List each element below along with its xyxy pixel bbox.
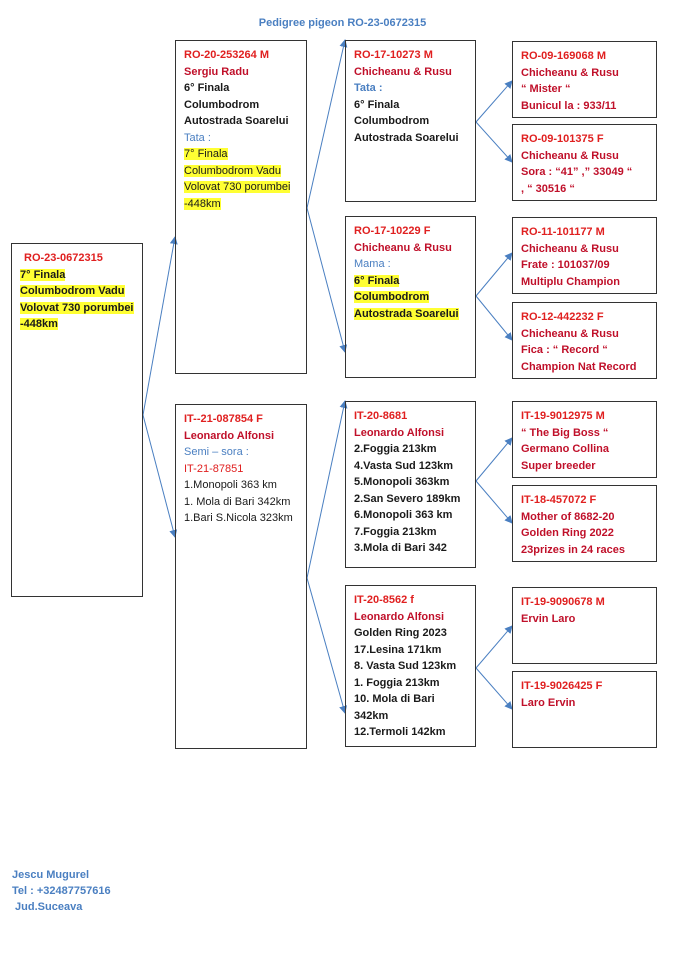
- sire-sire-relation: Tata :: [354, 82, 383, 94]
- g3-2-ring: RO-11-101177 M: [521, 226, 605, 238]
- g3-5-line-1: Mother of 8682-20: [521, 510, 615, 523]
- g3-2-line-1: Chicheanu & Rusu: [521, 242, 619, 255]
- g3-2-line-2: Frate : 101037/09: [521, 259, 610, 271]
- sire-ring: RO-20-253264 M: [184, 49, 269, 61]
- dam-sire-ring: IT-20-8681: [354, 410, 408, 422]
- subject-ring: RO-23-0672315: [24, 252, 103, 264]
- dam-sire-result-4: 6.Monopoli 363 km: [354, 509, 453, 521]
- dam-dam-result-0: Golden Ring 2023: [354, 627, 447, 639]
- dam-sire-result-2: 5.Monopoli 363km: [354, 476, 450, 488]
- arrow-sire-sd: [307, 208, 345, 352]
- g3-7-ring: IT-19-9026425 F: [521, 680, 603, 692]
- sire-sire-owner: Chicheanu & Rusu: [354, 65, 452, 78]
- dam-sire-owner: Leonardo Alfonsi: [354, 426, 445, 439]
- g3-box-5: [512, 485, 657, 562]
- g3-box-6: [512, 587, 657, 664]
- dam-sire-result-5: 7.Foggia 213km: [354, 525, 437, 538]
- g3-5-line-3: 23prizes in 24 races: [521, 543, 625, 556]
- arrow-subject-sire: [143, 237, 175, 415]
- g3-1-ring: RO-09-101375 F: [521, 133, 604, 145]
- g3-7-line-1: Laro Ervin: [521, 696, 576, 709]
- sire-relation: Tata :: [184, 131, 211, 144]
- page-title: Pedigree pigeon RO-23-0672315: [258, 17, 427, 29]
- arrow-ss-1: [476, 81, 512, 122]
- g3-0-ring: RO-09-169068 M: [521, 50, 606, 62]
- dam-sire-result-1: 4.Vasta Sud 123km: [354, 459, 454, 472]
- arrow-ss-2: [476, 122, 512, 162]
- dam-dam-result-5: 12.Termoli 142km: [354, 726, 446, 738]
- dam-relation: Semi – sora :: [184, 446, 249, 458]
- arrow-ds-2: [476, 481, 512, 523]
- dam-sire-result-6: 3.Mola di Bari 342: [354, 542, 447, 554]
- arrow-dd-2: [476, 668, 512, 709]
- g3-1-line-2: Sora : “41” ,” 33049 “: [521, 166, 633, 178]
- arrow-dd-1: [476, 626, 512, 668]
- g3-1-line-3: , “ 30516 “: [521, 182, 575, 195]
- g3-box-1: [512, 124, 657, 201]
- sire-dam-owner: Chicheanu & Rusu: [354, 241, 452, 254]
- g3-box-3: [512, 302, 657, 379]
- dam-box: [175, 404, 307, 749]
- sire-relation-result: 7° Finala Columbodrom Vadu Volovat 730 porumbei -448km: [184, 148, 291, 210]
- g3-box-2: [512, 217, 657, 294]
- footer-region: Jud.Suceava: [12, 901, 83, 913]
- sire-box: [175, 40, 307, 374]
- g3-box-0: [512, 41, 657, 118]
- g3-6-line-1: Ervin Laro: [521, 612, 576, 625]
- dam-sire-result-0: 2.Foggia 213km: [354, 443, 437, 455]
- arrow-sd-2: [476, 296, 512, 340]
- arrow-sd-1: [476, 253, 512, 296]
- arrow-sire-ss: [307, 40, 345, 208]
- arrow-subject-dam: [143, 415, 175, 537]
- sire-sire-result: 6° Finala Columbodrom Autostrada Soarelui: [354, 98, 459, 144]
- dam-sire-box: [345, 401, 476, 568]
- g3-4-ring: IT-19-9012975 M: [521, 410, 605, 422]
- footer-phone: Tel : +32487757616: [12, 885, 111, 897]
- dam-dam-result-4: 10. Mola di Bari 342km: [354, 693, 435, 722]
- g3-0-line-2: “ Mister “: [521, 83, 571, 95]
- arrow-dam-ds: [307, 401, 345, 578]
- g3-0-line-3: Bunicul la : 933/11: [521, 99, 617, 112]
- arrow-ds-1: [476, 438, 512, 481]
- sire-sire-ring: RO-17-10273 M: [354, 49, 433, 61]
- g3-3-line-1: Chicheanu & Rusu: [521, 327, 619, 340]
- g3-5-ring: IT-18-457072 F: [521, 494, 597, 506]
- g3-box-4: [512, 401, 657, 478]
- g3-6-ring: IT-19-9090678 M: [521, 596, 605, 608]
- g3-4-line-2: Germano Collina: [521, 443, 610, 455]
- g3-2-line-3: Multiplu Champion: [521, 275, 620, 288]
- dam-owner: Leonardo Alfonsi: [184, 429, 275, 442]
- dam-result-1: 1. Mola di Bari 342km: [184, 495, 291, 508]
- dam-relation-ring: IT-21-87851: [184, 462, 244, 475]
- dam-dam-result-3: 1. Foggia 213km: [354, 676, 440, 689]
- dam-ring: IT--21-087854 F: [184, 413, 263, 425]
- contact-footer: [12, 867, 111, 915]
- sire-sire-box: [345, 40, 476, 202]
- g3-3-ring: RO-12-442232 F: [521, 311, 604, 323]
- footer-name: Jescu Mugurel: [12, 869, 90, 881]
- g3-4-line-3: Super breeder: [521, 459, 596, 472]
- dam-dam-result-2: 8. Vasta Sud 123km: [354, 660, 457, 672]
- g3-5-line-2: Golden Ring 2022: [521, 527, 614, 539]
- dam-result-2: 1.Bari S.Nicola 323km: [184, 512, 293, 524]
- g3-4-line-1: “ The Big Boss “: [521, 426, 609, 439]
- dam-result-0: 1.Monopoli 363 km: [184, 479, 277, 491]
- dam-dam-ring: IT-20-8562 f: [354, 594, 414, 606]
- g3-3-line-2: Fica : “ Record “: [521, 344, 608, 356]
- g3-1-line-1: Chicheanu & Rusu: [521, 149, 619, 162]
- sire-dam-box: [345, 216, 476, 378]
- dam-dam-result-1: 17.Lesina 171km: [354, 643, 442, 656]
- dam-sire-result-3: 2.San Severo 189km: [354, 492, 461, 505]
- sire-dam-ring: RO-17-10229 F: [354, 225, 431, 237]
- arrow-dam-dd: [307, 578, 345, 713]
- g3-0-line-1: Chicheanu & Rusu: [521, 66, 619, 79]
- sire-owner: Sergiu Radu: [184, 65, 249, 78]
- sire-result: 6° Finala Columbodrom Autostrada Soarelui: [184, 82, 289, 127]
- dam-dam-owner: Leonardo Alfonsi: [354, 610, 445, 623]
- subject-box: [11, 243, 143, 597]
- g3-3-line-3: Champion Nat Record: [521, 360, 637, 373]
- sire-dam-relation: Mama :: [354, 258, 391, 270]
- sire-dam-result: 6° Finala Columbodrom Autostrada Soarelui: [354, 274, 459, 320]
- g3-box-7: [512, 671, 657, 748]
- subject-result: 7° Finala Columbodrom Vadu Volovat 730 porumbei -448km: [20, 268, 134, 330]
- dam-dam-box: [345, 585, 476, 747]
